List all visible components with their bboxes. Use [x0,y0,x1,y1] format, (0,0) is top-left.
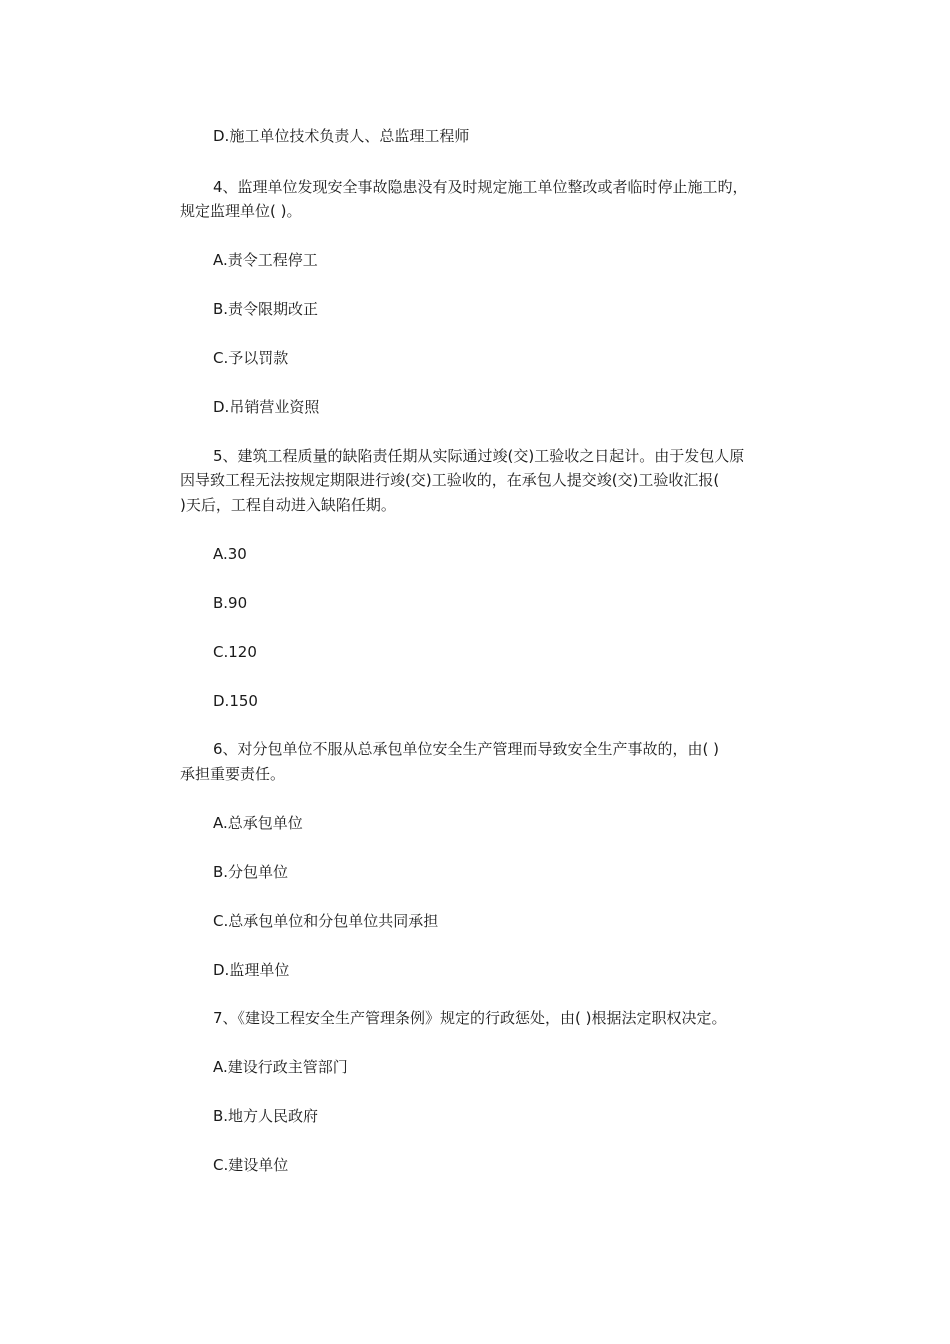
q6-option-a: A.总承包单位 [213,814,303,832]
q5-question-line-1: 5、建筑工程质量的缺陷责任期从实际通过竣(交)工验收之日起计。由于发包人原 [213,447,745,465]
q7-option-b: B.地方人民政府 [213,1107,319,1125]
q6-question-line-2: 承担重要责任。 [180,765,286,783]
q6-option-d: D.监理单位 [213,961,290,979]
q4-question-line-2: 规定监理单位( )。 [180,202,302,220]
q6-question-line-1: 6、对分包单位不服从总承包单位安全生产管理而导致安全生产事故的，由( ) [213,740,720,758]
q5-question-line-2: 因导致工程无法按规定期限进行竣(交)工验收的，在承包人提交竣(交)工验收汇报( [180,471,720,489]
q7-option-c: C.建设单位 [213,1156,289,1174]
q5-option-d: D.150 [213,692,258,710]
q5-option-a: A.30 [213,545,247,563]
q4-option-b: B.责令限期改正 [213,300,319,318]
q7-option-a: A.建设行政主管部门 [213,1058,348,1076]
q4-question-line-1: 4、监理单位发现安全事故隐患没有及时规定施工单位整改或者临时停止施工旳， [213,178,748,196]
q5-question-line-3: )天后，工程自动进入缺陷任期。 [180,496,396,514]
q4-option-c: C.予以罚款 [213,349,289,367]
q3-option-d: D.施工单位技术负责人、总监理工程师 [213,127,470,145]
q6-option-b: B.分包单位 [213,863,289,881]
q5-option-c: C.120 [213,643,257,661]
q4-option-d: D.吊销营业资照 [213,398,320,416]
q4-option-a: A.责令工程停工 [213,251,318,269]
q7-question-line-1: 7、《建设工程安全生产管理条例》规定的行政惩处，由( )根据法定职权决定。 [213,1009,727,1027]
q6-option-c: C.总承包单位和分包单位共同承担 [213,912,439,930]
q5-option-b: B.90 [213,594,248,612]
